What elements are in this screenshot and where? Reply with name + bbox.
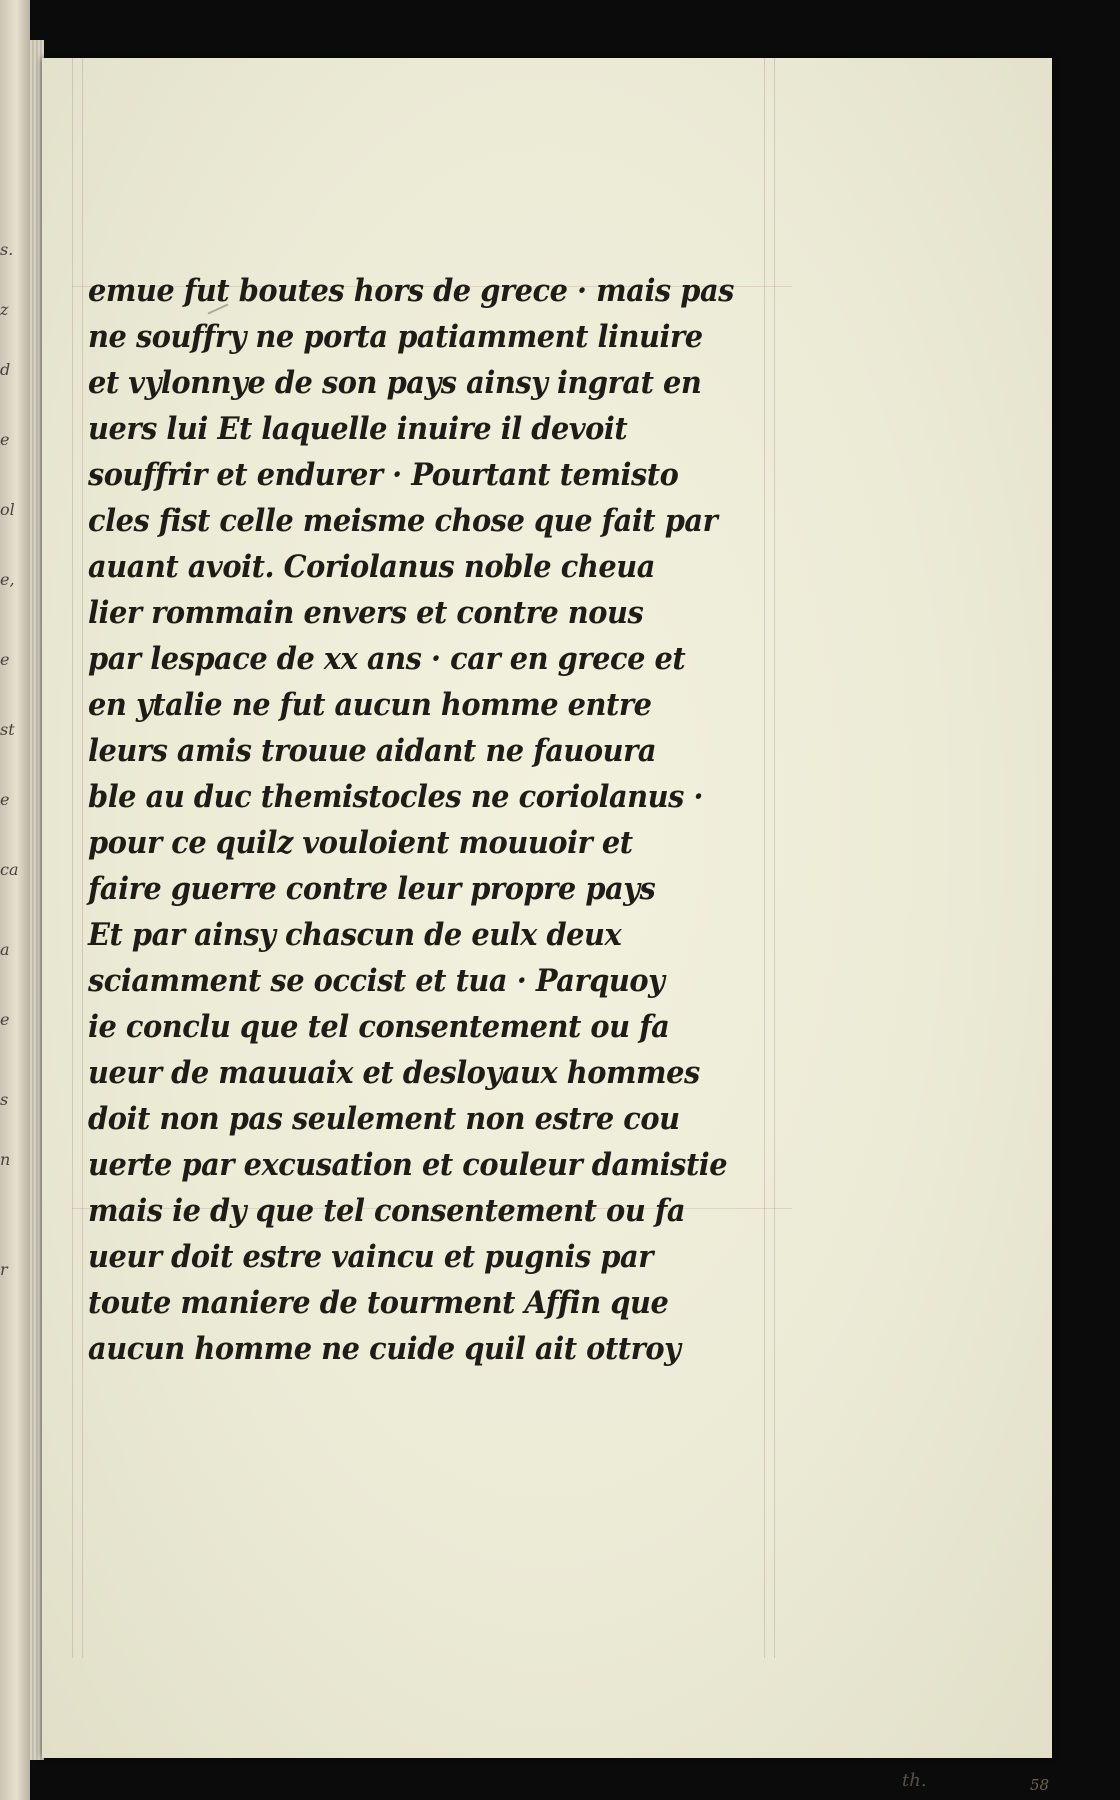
facing-page-fragment: e [0, 430, 10, 449]
facing-page-fragment: r [0, 1260, 8, 1279]
facing-page-fragment: s. [0, 240, 14, 259]
folio-number: 58 [1030, 1776, 1050, 1794]
text-line: uers lui Et laquelle inuire il devoit [88, 411, 628, 447]
text-line: ueur doit estre vaincu et pugnis par [88, 1239, 653, 1275]
facing-page-fragment: ol [0, 500, 15, 519]
text-line: Et par ainsy chascun de eulx deux [88, 917, 622, 953]
text-line: toute maniere de tourment Affin que [88, 1285, 669, 1321]
text-line: aucun homme ne cuide quil ait ottroy [88, 1331, 681, 1367]
facing-page-fragment: n [0, 1150, 11, 1169]
text-line: uerte par excusation et couleur damistie [88, 1147, 728, 1183]
facing-page-fragment: e [0, 790, 10, 809]
facing-page-fragment: st [0, 720, 15, 739]
text-line: faire guerre contre leur propre pays [88, 871, 656, 907]
text-line: et vylonnye de son pays ainsy ingrat en [88, 365, 702, 401]
text-line: mais ie dy que tel consentement ou fa [88, 1193, 686, 1229]
facing-page-fragment: s [0, 1090, 9, 1109]
manuscript-text [88, 268, 828, 1372]
text-line: emue fut boutes hors de grece · mais pas [88, 273, 734, 309]
text-line: leurs amis trouue aidant ne fauoura [88, 733, 657, 769]
text-line: sciamment se occist et tua · Parquoy [88, 963, 665, 999]
text-line: en ytalie ne fut aucun homme entre [88, 687, 652, 723]
facing-page-fragment: e, [0, 570, 15, 589]
text-line: auant avoit. Coriolanus noble cheua [88, 549, 655, 585]
facing-page-fragment: d [0, 360, 11, 379]
text-line: souffrir et endurer · Pourtant temisto [88, 457, 679, 493]
catchword-mark: th. [902, 1770, 927, 1791]
facing-page-fragment: z [0, 300, 9, 319]
text-line: par lespace de xx ans · car en grece et [88, 641, 686, 677]
text-line: ueur de mauuaix et desloyaux hommes [88, 1055, 700, 1091]
facing-page-fragment: e [0, 650, 10, 669]
text-line: ble au duc themistocles ne coriolanus · [88, 779, 704, 815]
ruling-line [72, 58, 73, 1658]
text-line: cles fist celle meisme chose que fait par [88, 503, 718, 539]
ruling-line [82, 58, 83, 1658]
facing-page-fragment: a [0, 940, 10, 959]
facing-page-fragment: e [0, 1010, 10, 1029]
text-line: ne souffry ne porta patiamment linuire [88, 319, 703, 355]
text-line: ie conclu que tel consentement ou fa [88, 1009, 670, 1045]
text-line: pour ce quilz vouloient mouuoir et [88, 825, 633, 861]
facing-page-fragment: ca [0, 860, 19, 879]
text-line: lier rommain envers et contre nous [88, 595, 644, 631]
facing-page-edge [0, 0, 30, 1800]
text-line: doit non pas seulement non estre cou [88, 1101, 680, 1137]
